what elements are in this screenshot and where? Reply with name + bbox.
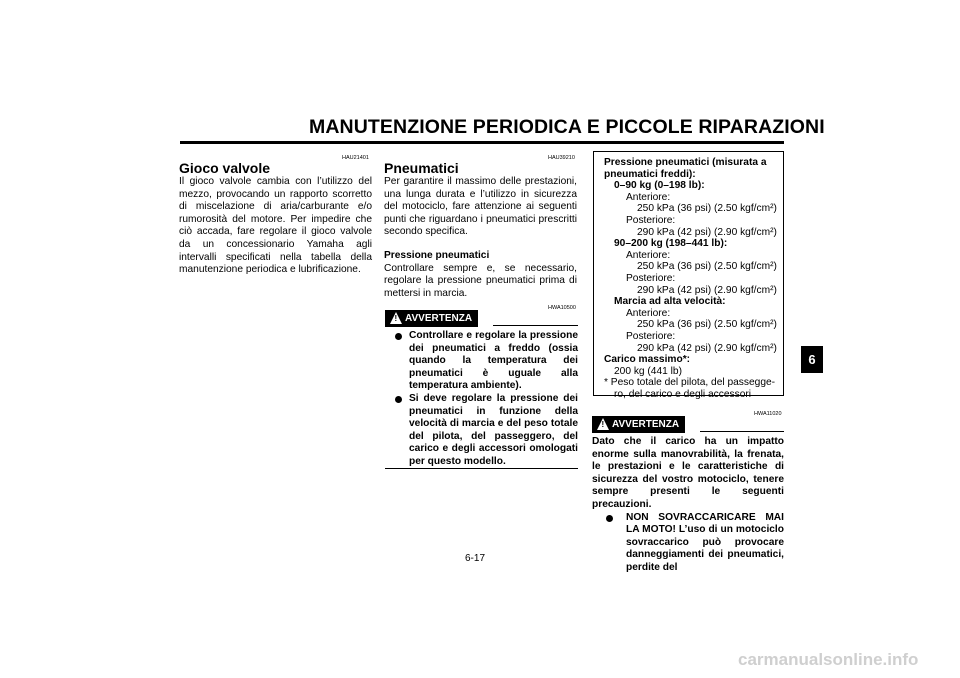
section-body-valves: Il gioco valvole cambia con l’utilizzo del mezzo, provocando un rapporto scorretto di miscelazione di aria/carburante e/o rumorosità del motore. Per impedire che ciò accada, fare regolare il gioco valvole da un concessionario Yamaha agli intervalli specificati nella tabella della manutenzione periodica e lubrificazione.	[179, 176, 372, 276]
bullet-icon	[395, 396, 402, 403]
section-code-valves: HAU21401	[342, 155, 369, 161]
section-intro-tyres: Per garantire il massimo delle prestazioni, una lunga durata e l’utilizzo in sicurezza del motociclo, fare attenzione ai seguenti punti che riguardano i pneumatici prescritti secondo specifica.	[384, 176, 577, 238]
list-item: Si deve regolare la pressione dei pneumatici in funzione della velocità di marcia e del peso totale del pilota, del passeggero, del carico e degli accessori omologati per questo modello.	[385, 393, 578, 469]
warning-label-box-2: ! AVVERTENZA	[592, 416, 685, 433]
warning-end-rule-1	[385, 468, 578, 469]
subsection-body-pressure: Controllare sempre e, se necessario, regolare la pressione pneumatici prima di mettersi in marcia.	[384, 262, 577, 299]
warning-code-2: HWA11020	[754, 411, 782, 417]
bullet-icon	[395, 333, 402, 340]
warning-body-2: Dato che il carico ha un impatto enorme sulla manovrabilità, la frenata, le prestazioni e le caratteristiche di sicurezza del vostro motociclo, tenere sempre presenti le seguenti precauzioni.	[592, 436, 784, 510]
warning-2	[592, 416, 784, 575]
warning-label-box-1: ! AVVERTENZA	[385, 310, 478, 327]
column-valves	[179, 160, 372, 277]
warning-1	[385, 310, 578, 469]
subsection-title-pressure: Pressione pneumatici	[384, 249, 490, 261]
column-tyres	[384, 160, 577, 300]
list-item: Controllare e regolare la pressione dei pneumatici a freddo (ossia quando la temperatura dei pneumatici è uguale alla temperatura ambiente).	[385, 330, 578, 393]
warning-code-1: HWA10500	[548, 305, 576, 311]
page-number: 6-17	[465, 553, 486, 564]
chapter-tab: 6	[801, 346, 823, 373]
header-rule	[180, 141, 784, 144]
warning-bullets-1	[385, 330, 578, 469]
section-title-valves: Gioco valvole	[179, 160, 271, 176]
section-title-tyres: Pneumatici	[384, 160, 459, 176]
list-item: NON SOVRACCARICARE MAI LA MOTO! L’uso di un motociclo sovraccarico può provocare danneggiamenti dei pneumatici, perdite del	[592, 512, 784, 575]
bullet-icon	[606, 515, 613, 522]
section-code-tyres: HAU39210	[548, 155, 575, 161]
watermark: carmanualsonline.info	[738, 650, 919, 669]
page-header-title: MANUTENZIONE PERIODICA E PICCOLE RIPARAZIONI	[309, 116, 825, 138]
tyre-pressure-spec-box: Pressione pneumatici (misurata a pneumatici freddi): 0–90 kg (0–198 lb): Anteriore: 250 kPa (36 psi) (2.50 kgf/cm²) Posteriore: 290 kPa (42 psi) (2.90 kgf/cm²) 90–200 kg (198–441 lb): Anteriore: 250 kPa (36 psi) (2.50 kgf/cm²) Posteriore: 290 kPa (42 psi) (2.90 kgf/cm²) Marcia ad alta velocità: Anteriore: 250 kPa (36 psi) (2.50 kgf/cm²) Posteriore: 290 kPa (42 psi) (2.90 kgf/cm²) Carico massimo*: 200 kg (441 lb) * Peso totale del pilota, del passegge- ro, del carico e degli accessori	[593, 151, 784, 396]
